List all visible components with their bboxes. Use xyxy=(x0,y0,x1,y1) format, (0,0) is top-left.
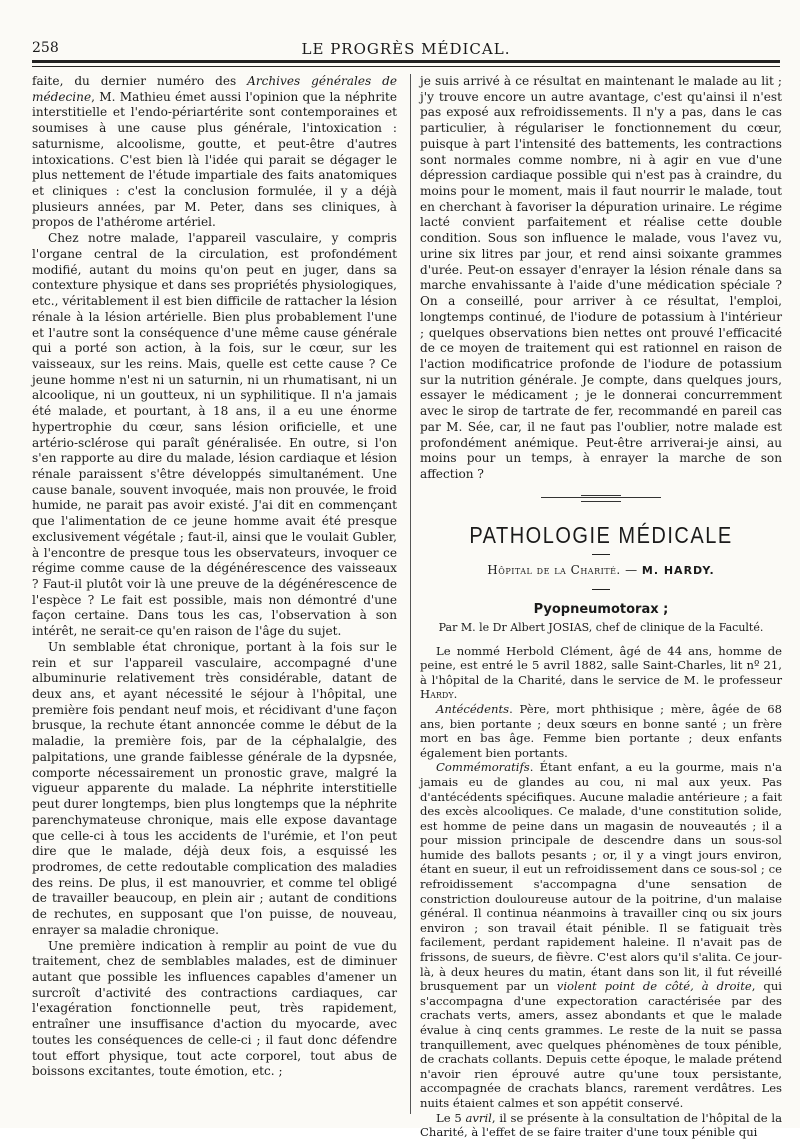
section-dash-2 xyxy=(592,589,610,590)
text-segment: je suis arrivé à ce résultat en maintenant le malade au lit ; j'y trouve encore un autre avantage, c'est qu'ainsi il n'est pas exposé aux refroidissements. Il n'y a pas, dans le cas particulier, à régulariser le fonctionnement du cœur, puisque à part l'intensité des battements, les contractions sont normales comme nombre, ni à agir en vue d'une dépression cardiaque possible qui n'est pas à craindre, du moins pour le moment, mais il faut nourrir le malade, tout en cherchant à favoriser la dépuration urinaire. Le régime lacté convient parfaitement et réalise cette double condition. Sous son influence le malade, vous l'avez vu, urine six litres par jour, et rend ainsi soixante grammes d'urée. Peut-on essayer d'enrayer la lésion rénale dans sa marche envahissante à l'aide d'une médication spéciale ? On a conseillé, pour arriver à ce résultat, l'emploi, longtemps continué, de l'iodure de potassium à l'intérieur ; quelques observations bien nettes ont prouvé l'efficacité de ce moyen de traitement qui est rationnel en raison de l'action modificatrice profonde de l'iodure de potassium sur la nutrition générale. Je compte, dans quelques jours, essayer le médicament ; je le donnerai concurremment avec le sirop de tartrate de fer, recommandé en pareil cas par M. Sée, car, il ne faut pas l'oublier, notre malade est profondément anémique. Peut-être arriverai-je ainsi, au moins pour un temps, à enrayer la marche de son affection ? xyxy=(420,74,782,481)
paragraph-p9 xyxy=(420,1111,782,1140)
right-column-top xyxy=(420,74,782,483)
paragraph-p7 xyxy=(420,702,782,760)
text-segment: faite, du dernier numéro des xyxy=(32,74,248,88)
text-segment: . Étant enfant, a eu la gourme, mais n'a jamais eu de glandes au cou, ni mal aux yeux. Pas d'antécédents spécifiques. Aucune maladie antérieure ; a fait des excès alcooliques. Ce malade, d'une constitution solide, est homme de peine dans un magasin de nouveautés ; il a pour mission principale de descendre dans un sous-sol humide des ballots pesants ; or, il y a vingt jours environ, étant en sueur, il eut un refroidissement dans ce sous-sol ; ce refroidissement s'accompagna d'une sensation de constriction douloureuse autour de la poitrine, d'un malaise général. Il continua néanmoins à travailler cinq ou six jours environ ; son travail était pénible. Il se fatiguait très facilement, perdant rapidement haleine. Il n'avait pas de frissons, de sueurs, de fièvre. C'est alors qu'il s'alita. Ce jour-là, à deux heures du matin, étant dans son lit, il fut réveillé brusquement par un xyxy=(420,760,782,994)
right-column-bottom xyxy=(420,644,782,1140)
text-segment: Archives générales de médecine xyxy=(32,74,398,104)
hospital-line xyxy=(420,563,782,579)
right-column xyxy=(420,74,782,1140)
page-header xyxy=(32,40,780,60)
article-subtitle: Pyopneumotorax ; xyxy=(533,602,669,618)
doctor-name: M. HARDY. xyxy=(641,564,715,578)
text-segment: , il se présente à la consultation de l'hôpital de la Charité, à l'effet de se faire traiter d'une toux pénible qui xyxy=(420,1110,782,1140)
paragraph-p6 xyxy=(420,644,782,702)
text-segment: , M. Mathieu émet aussi l'opinion que la néphrite interstitielle et l'endo-périartérite sont contemporaines et soumises à une cause plus générale, l'intoxication : saturnisme, alcoolisme, goutte, et peut-être d'autres intoxications. C'est bien là l'idée qui parait se dégager le plus nettement de l'étude impartiale des faits anatomiques et cliniques : c'est la conclusion formulée, il y a déjà plusieurs années, par M. Peter, dans ses cliniques, à propos de l'athérome artériel. xyxy=(32,89,397,230)
text-segment: violent point de côté, à droite xyxy=(556,979,752,994)
header-rule-thin xyxy=(32,66,780,67)
text-segment: Commémoratifs xyxy=(436,760,530,775)
text-segment: . Père, mort phthisique ; mère, âgée de 68 ans, bien portante ; deux sœurs en bonne santé ; un frère mort en bas âge. Femme bien portante ; deux enfants également bien portants. xyxy=(420,701,782,760)
paragraph-p8 xyxy=(420,760,782,1110)
text-segment: avril xyxy=(465,1110,492,1125)
section-heading xyxy=(420,522,782,636)
section-ornament xyxy=(541,495,661,501)
text-segment: Le nommé Herbold Clément, âgé de 44 ans, homme de peine, est entré le 5 avril 1882, salle Saint-Charles, lit nº 21, à l'hôpital de la Charité, dans le service de M. le professeur xyxy=(420,643,782,687)
paragraph-p5 xyxy=(420,74,782,483)
left-column xyxy=(32,74,397,1080)
section-dash xyxy=(592,554,610,555)
header-rule-thick xyxy=(32,60,780,63)
paragraph-p2 xyxy=(32,231,397,640)
text-segment: Chez notre malade, l'appareil vasculaire, y compris l'organe central de la circulation, est profondément modifié, autant du moins qu'on peut en juger, dans sa contexture physique et dans ses propriétés physiologiques, etc., véritablement il est bien difficile de rattacher la lésion rénale à la lésion artérielle. Bien plus probablement l'une et l'autre sont la conséquence d'une même cause générale qui a porté son action, à la fois, sur le cœur, sur les vaisseaux, sur les reins. Mais, quelle est cette cause ? Ce jeune homme n'est ni un saturnin, ni un rhumatisant, ni un alcoolique, ni un goutteux, ni un syphilitique. Il n'a jamais été malade, et pourtant, à 18 ans, il a eu une énorme hypertrophie du cœur, sans lésion orificielle, et une artério-sclérose qui paraît généralisée. En outre, si l'on s'en rapporte au dire du malade, lésion cardiaque et lésion rénale paraissent s'être développés simultanément. Une cause banale, souvent invoquée, mais non prouvée, le froid humide, ne parait pas avoir existé. J'ai dit en commençant que l'alimentation de ce jeune homme avait été presque exclusivement végétale ; faut-il, ainsi que le voulait Gubler, à l'encontre de presque tous les observateurs, invoquer ce régime comme cause de la dégénérescence des vaisseaux ? Faut-il plutôt voir là une preuve de la dégénérescence de l'espèce ? Le fait est possible, mais non démontré d'une façon certaine. Dans tous les cas, l'observation à son intérêt, ne serait-ce qu'en raison de l'âge du sujet. xyxy=(32,231,397,639)
paragraph-p1 xyxy=(32,74,397,231)
article-author: Par M. le Dr Albert JOSIAS, chef de clinique de la Faculté. xyxy=(438,620,764,634)
paragraph-p3 xyxy=(32,640,397,939)
column-divider xyxy=(410,74,411,1114)
text-segment: Hardy xyxy=(420,687,454,702)
text-segment: Une première indication à remplir au point de vue du traitement, chez de semblables malades, est de diminuer autant que possible les influences capables d'amener un surcroît d'activité des contractions cardiaques, car l'exagération fonctionnelle peut, très rapidement, entraîner une insuffisance d'action du myocarde, avec toutes les conséquences de celle-ci ; il faut donc défendre tout effort physique, tout acte corporel, tout abus de boissons excitantes, toute émotion, etc. ; xyxy=(32,938,397,1079)
text-segment: . xyxy=(453,687,458,702)
paragraph-p4 xyxy=(32,939,397,1080)
text-segment: Le 5 xyxy=(436,1110,466,1125)
section-title: PATHOLOGIE MÉDICALE xyxy=(469,522,733,549)
text-segment: Antécédents xyxy=(436,701,510,716)
hospital-label: Hôpital de la Charité. — xyxy=(487,563,638,578)
text-segment: Un semblable état chronique, portant à la fois sur le rein et sur l'appareil vasculaire, accompagné d'une albuminurie relativement très considérable, datant de deux ans, et ayant nécessité le séjour à l'hôpital, une première fois pendant neuf mois, et récidivant d'une façon brusque, la rechute étant annoncée comme le début de la maladie, la première fois, par de la céphalalgie, des palpitations, une grande faiblesse générale de la dypsnée, comporte nécessairement un pronostic grave, malgré la vigueur apparente du malade. La néphrite interstitielle peut durer longtemps, bien plus longtemps que la néphrite parenchymateuse chronique, mais elle expose davantage que celle-ci à tous les accidents de l'urémie, et l'on peut dire que le malade, déjà deux fois, a esquissé les prodromes, de cette redoutable complication des maladies des reins. De plus, il est manouvrier, et comme tel obligé de travailler beaucoup, en plein air ; autant de conditions de rechutes, en supposant que l'on puisse, de nouveau, enrayer sa maladie chronique. xyxy=(32,639,397,937)
page-number: 258 xyxy=(32,40,59,56)
text-segment: , qui s'accompagna d'une expectoration caractérisée par des crachats verts, amers, assez abondants et que le malade évalue à cinq cents grammes. Le reste de la nuit se passa tranquillement, avec quelques phénomènes de toux pénible, de crachats collants. Depuis cette époque, le malade prétend n'avoir rien éprouvé autre qu'une toux persistante, accompagnée de crachats blancs, rarement verdâtres. Les nuits étaient calmes et son appétit conservé. xyxy=(420,979,783,1110)
journal-title: LE PROGRÈS MÉDICAL. xyxy=(301,40,511,58)
